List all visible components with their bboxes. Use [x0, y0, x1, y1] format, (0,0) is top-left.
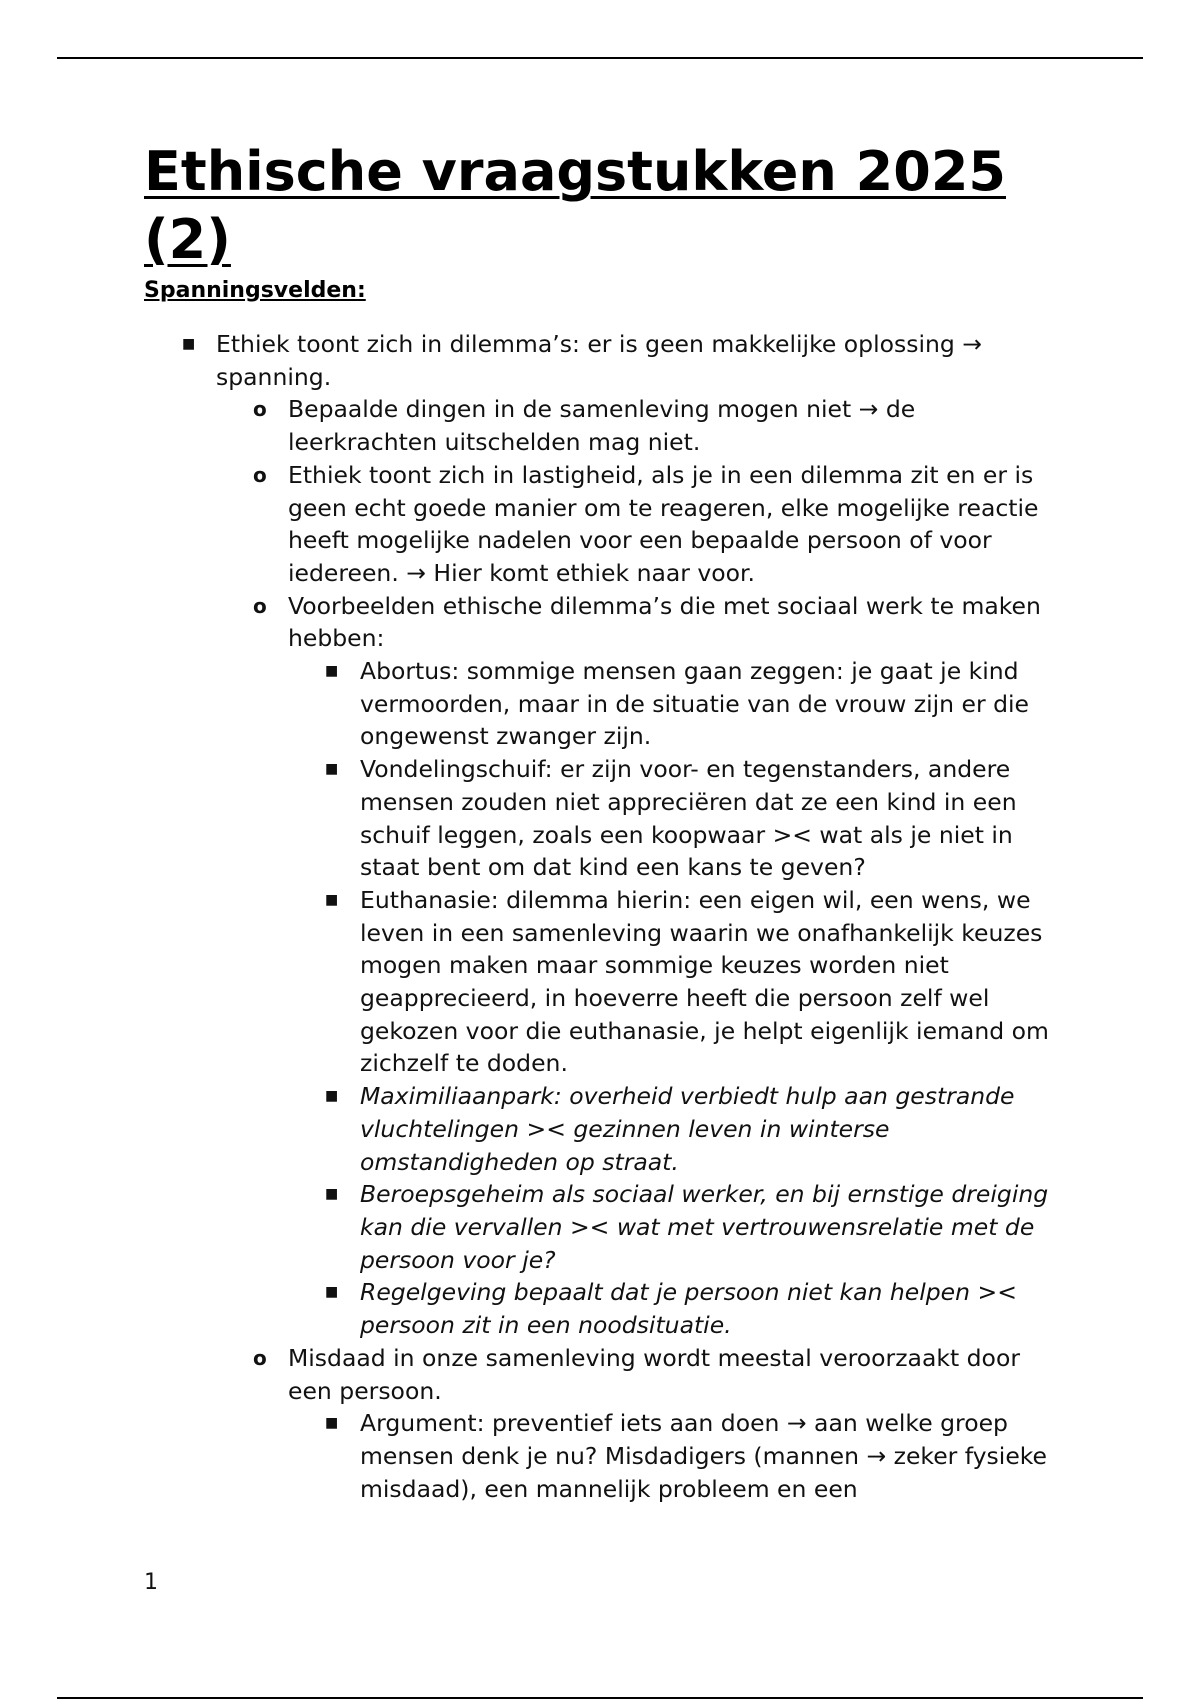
sub-list-item: [216, 590, 1064, 1342]
sub-list-item-text: Bepaalde dingen in de samenleving mogen niet → de leerkrachten uitschelden mag niet.: [288, 395, 916, 457]
sub-list-item-text: Ethiek toont zich in lastigheid, als je in een dilemma zit en er is geen echt goede manier om te reageren, elke mogelijke reactie heeft mogelijke nadelen voor een bepaalde persoon of voor iedereen. → Hier komt ethiek naar voor.: [288, 460, 1039, 587]
square-bullet-icon: ■: [325, 1284, 339, 1301]
sub-sub-list-item-text: Vondelingschuif: er zijn voor- en tegenstanders, andere mensen zouden niet appreciëren dat ze een kind in een schuif leggen, zoals een koopwaar >< wat als je niet in staat bent om dat kind een kans te geven?: [360, 755, 1017, 882]
header-rule: [57, 57, 1143, 59]
sub-list-item: [216, 1342, 1064, 1506]
sub-sub-list-item: [288, 753, 1064, 884]
list-item: [144, 328, 1064, 1505]
sub-sub-list: [288, 655, 1064, 1342]
page-number: 1: [144, 1570, 158, 1595]
circle-bullet-icon: o: [253, 462, 267, 487]
square-bullet-icon: ■: [325, 1088, 339, 1105]
footer-rule: [57, 1697, 1143, 1699]
sub-sub-list-item: [288, 1407, 1064, 1505]
sub-sub-list-item: [288, 884, 1064, 1080]
bullet-icon: ■: [182, 336, 196, 352]
sub-list-item: [216, 459, 1064, 590]
list-item-text: Ethiek toont zich in dilemma’s: er is geen makkelijke oplossing → spanning.: [216, 330, 982, 391]
sub-list-item-text: Misdaad in onze samenleving wordt meestal veroorzaakt door een persoon.: [288, 1343, 1020, 1405]
sub-list-item-text: Voorbeelden ethische dilemma’s die met sociaal werk te maken hebben:: [288, 591, 1041, 653]
sub-sub-list-item-text: Beroepsgeheim als sociaal werker, en bij ernstige dreiging kan die vervallen >< wat met vertrouwensrelatie met de persoon voor je?: [360, 1180, 1049, 1274]
sub-sub-list-item: [288, 655, 1064, 753]
sub-sub-list-item-text: Euthanasie: dilemma hierin: een eigen wil, een wens, we leven in een samenleving waarin we onafhankelijk keuzes mogen maken maar sommige keuzes worden niet geapprecieerd, in hoeverre heeft die persoon zelf wel gekozen voor die euthanasie, je helpt eigenlijk iemand om zichzelf te doden.: [360, 885, 1049, 1078]
sub-sub-list-item-text: Maximiliaanpark: overheid verbiedt hulp aan gestrande vluchtelingen >< gezinnen leven in winterse omstandigheden op straat.: [360, 1082, 1015, 1176]
sub-sub-list-item-text: Abortus: sommige mensen gaan zeggen: je gaat je kind vermoorden, maar in de situatie van de vrouw zijn er die ongewenst zwanger zijn.: [360, 657, 1030, 751]
sub-sub-list: [288, 1407, 1064, 1505]
square-bullet-icon: ■: [325, 761, 339, 778]
sub-list-item: [216, 393, 1064, 458]
square-bullet-icon: ■: [325, 1186, 339, 1203]
square-bullet-icon: ■: [325, 1415, 339, 1432]
sub-sub-list-item-text: Argument: preventief iets aan doen → aan welke groep mensen denk je nu? Misdadigers (mannen → zeker fysieke misdaad), een mannelijk probleem en een: [360, 1409, 1048, 1503]
square-bullet-icon: ■: [325, 663, 339, 680]
sub-sub-list-item: [288, 1178, 1064, 1276]
page-title: Ethische vraagstukken 2025 (2): [144, 140, 1006, 271]
circle-bullet-icon: o: [253, 593, 267, 618]
circle-bullet-icon: o: [253, 1345, 267, 1370]
sub-sub-list-item-text: Regelgeving bepaalt dat je persoon niet kan helpen >< persoon zit in een noodsituatie.: [360, 1278, 1017, 1340]
sub-sub-list-item: [288, 1080, 1064, 1178]
circle-bullet-icon: o: [253, 397, 267, 422]
sub-list: [216, 393, 1064, 1505]
bullet-list: [144, 328, 1064, 1505]
section-heading: Spanningsvelden:: [144, 278, 366, 303]
sub-sub-list-item: [288, 1276, 1064, 1341]
square-bullet-icon: ■: [325, 891, 339, 908]
document-page: [144, 138, 1064, 1505]
